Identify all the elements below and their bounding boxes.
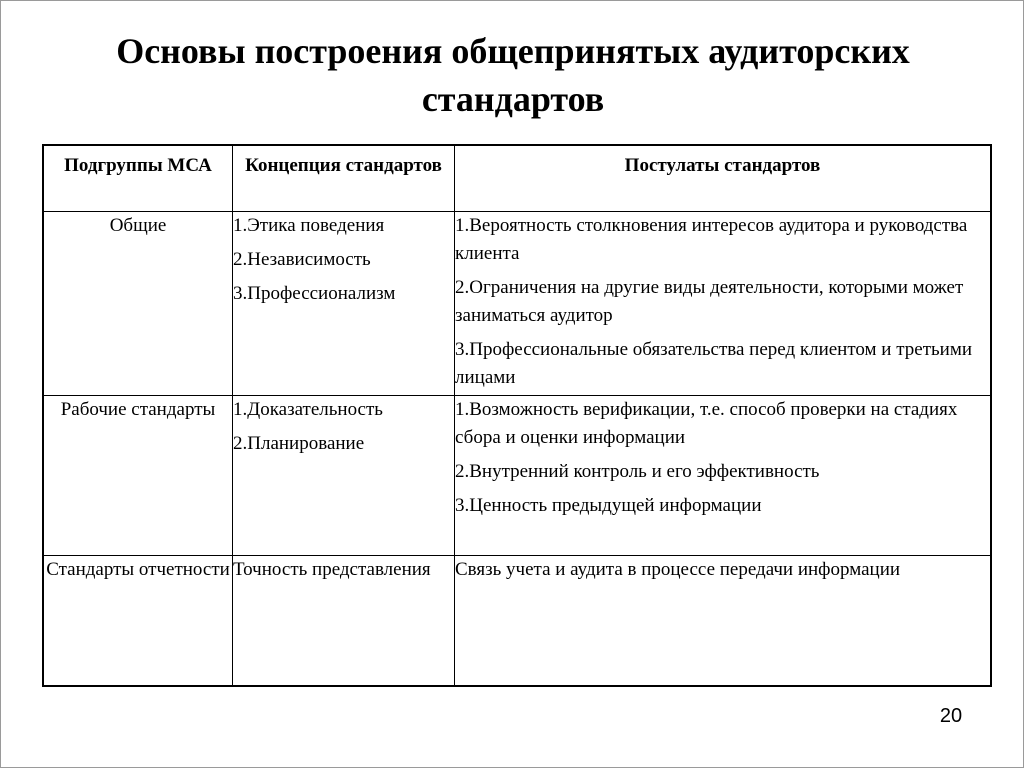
postulate-item: 1.Возможность верификации, т.е. способ проверки на стадиях сбора и оценки информации bbox=[455, 398, 958, 448]
postulate-item: 3.Ценность предыдущей информации bbox=[455, 494, 762, 516]
header-postulates: Постулаты стандартов bbox=[455, 145, 992, 211]
concept-cell bbox=[233, 395, 455, 555]
concept-item: 3.Профессионализм bbox=[233, 282, 396, 304]
table-row bbox=[43, 211, 991, 395]
postulates-cell bbox=[455, 555, 992, 686]
postulate-item: 3.Профессиональные обязательства перед клиентом и третьими лицами bbox=[455, 338, 973, 388]
standards-table bbox=[42, 144, 992, 687]
postulates-cell bbox=[455, 395, 992, 555]
table-header-row bbox=[43, 145, 991, 211]
header-subgroups: Подгруппы МСА bbox=[43, 145, 233, 211]
group-cell: Общие bbox=[43, 211, 233, 395]
postulate-item: Связь учета и аудита в процессе передачи информации bbox=[455, 558, 901, 580]
concept-cell bbox=[233, 211, 455, 395]
table-row bbox=[43, 555, 991, 686]
concept-item: 1.Этика поведения bbox=[233, 214, 385, 236]
header-concept: Концепция стандартов bbox=[233, 145, 455, 211]
page-number: 20 bbox=[939, 705, 963, 727]
concept-item: Точность представления bbox=[233, 558, 431, 580]
concept-cell bbox=[233, 555, 455, 686]
postulate-item: 1.Вероятность столкновения интересов аудитора и руководства клиента bbox=[455, 214, 968, 264]
group-cell: Рабочие стандарты bbox=[43, 395, 233, 555]
concept-item: 1.Доказательность bbox=[233, 398, 383, 420]
postulate-item: 2.Ограничения на другие виды деятельности, которыми может заниматься аудитор bbox=[455, 276, 964, 326]
group-cell: Стандарты отчетности bbox=[43, 555, 233, 686]
postulate-item: 2.Внутренний контроль и его эффективность bbox=[455, 460, 820, 482]
postulates-cell bbox=[455, 211, 992, 395]
concept-item: 2.Независимость bbox=[233, 248, 371, 270]
slide-title: Основы построения общепринятых аудиторских стандартов bbox=[116, 31, 910, 119]
concept-item: 2.Планирование bbox=[233, 432, 365, 454]
table-row bbox=[43, 395, 991, 555]
